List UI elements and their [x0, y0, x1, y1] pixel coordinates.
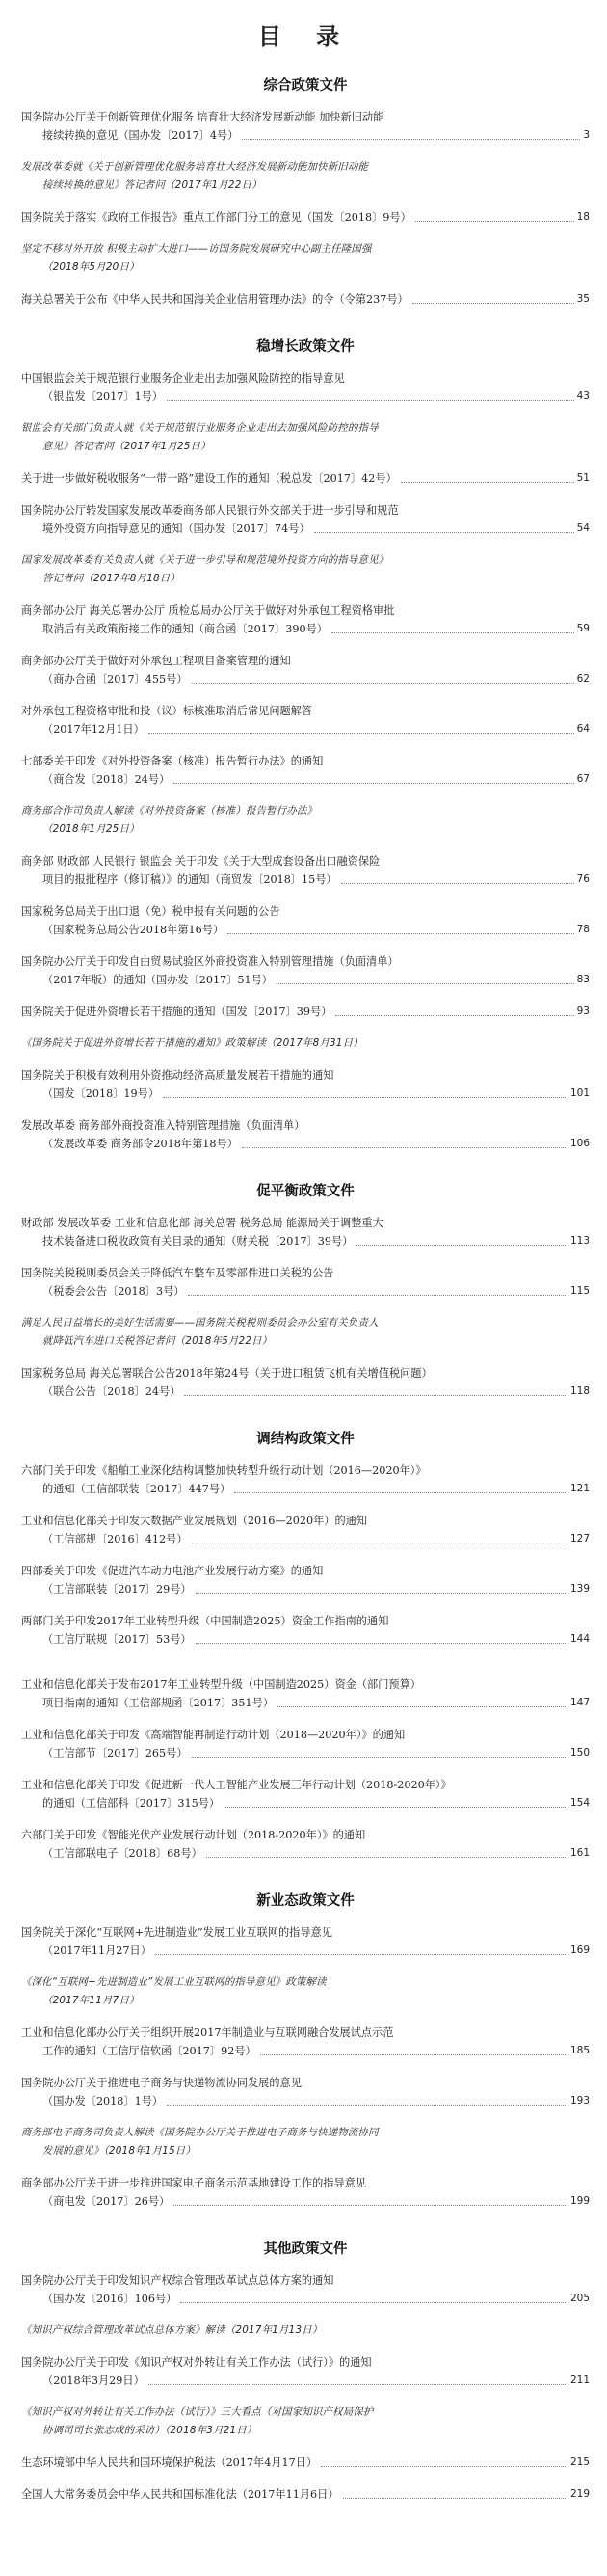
section-heading: 其他政策文件 [263, 2241, 348, 2257]
entry-last-row [21, 971, 590, 989]
section-heading: 新业态政策文件 [256, 1893, 355, 1909]
toc-entry[interactable] [21, 1923, 590, 1960]
entry-title-line: 就降低汽车进口关税答记者问（2018年5月22日） [42, 1335, 273, 1347]
page-number: 193 [569, 2095, 590, 2106]
entry-last-row [21, 2192, 590, 2211]
toc-entry[interactable] [21, 1973, 590, 2010]
entry-title-line: 发展改革委就《关于创新管理优化服务培育壮大经济发展新动能加快新旧动能 [21, 161, 369, 173]
toc-section [21, 1890, 590, 2238]
entry-title-line: 境外投资方向指导意见的通知（国办发〔2017〕74号） [42, 523, 310, 535]
section-gap [21, 322, 590, 335]
entry-title-line: 国家税务总局关于出口退（免）税申报有关问题的公告 [21, 905, 280, 918]
entry-last-row [21, 1942, 590, 1960]
dot-leader [227, 933, 573, 934]
toc-section [21, 2238, 590, 2531]
entry-last-row [21, 670, 590, 688]
toc-entry[interactable] [21, 2271, 590, 2308]
page-number: 67 [576, 773, 590, 785]
entry-title-line: 工业和信息化部关于印发《促进新一代人工智能产业发展三年行动计划（2018-2020年）》 [21, 1779, 452, 1791]
toc-entry[interactable] [21, 2321, 590, 2340]
page-number: 76 [576, 873, 590, 885]
page-number: 215 [569, 2456, 590, 2468]
toc-entry[interactable] [21, 551, 590, 588]
entry-title-line: （国办发〔2016〕106号） [42, 2293, 177, 2305]
dot-leader [234, 1492, 567, 1493]
entry-title-line: 国务院办公厅关于推进电子商务与快递物流协同发展的意见 [21, 2077, 302, 2089]
entry-title-line: （工信厅联规〔2017〕53号） [42, 1633, 192, 1646]
toc-entry[interactable] [21, 1364, 590, 1401]
entry-last-row [21, 388, 590, 406]
toc-entry[interactable] [21, 1314, 590, 1351]
entry-title-line: 商务部办公厅关于进一步推进国家电子商务示范基地建设工作的指导意见 [21, 2177, 367, 2189]
section-gap [21, 1876, 590, 1890]
entry-title-line: （工信部节〔2017〕265号） [42, 1747, 188, 1759]
toc-entry[interactable] [21, 369, 590, 406]
entry-title-line: 全国人大常务委员会中华人民共和国标准化法（2017年11月6日） [21, 2488, 339, 2501]
entry-title-line: （工信部联装〔2017〕29号） [42, 1583, 192, 1596]
page-number: 118 [569, 1385, 590, 1397]
entry-last-row [21, 2142, 590, 2160]
entry-title-line: 工作的通知（工信厅信软函〔2017〕92号） [42, 2045, 256, 2057]
entry-last-row [21, 1034, 590, 1053]
toc-entry[interactable] [21, 802, 590, 839]
entry-title-line: （工信部规〔2016〕412号） [42, 1533, 188, 1545]
toc-entry[interactable] [21, 1612, 590, 1649]
dot-leader [196, 1643, 567, 1644]
entry-last-row [21, 2454, 590, 2472]
page-number: 78 [576, 924, 590, 935]
entry-last-row [21, 2372, 590, 2390]
entry-title-line: 技术装备进口税收政策有关目录的通知（财关税〔2017〕39号） [42, 1235, 354, 1248]
entry-title-line: （商办合函〔2017〕455号） [42, 673, 188, 685]
section-gap [21, 1167, 590, 1180]
entry-last-row [21, 2485, 590, 2504]
toc-section [21, 74, 590, 335]
dot-leader [155, 1954, 567, 1955]
toc-entry[interactable] [21, 2074, 590, 2110]
entry-title-line: （国发〔2018〕19号） [42, 1087, 160, 1100]
entry-last-row [21, 1992, 590, 2010]
entry-last-row [21, 1844, 590, 1863]
section-gap [21, 2517, 590, 2531]
toc-entry[interactable] [21, 2454, 590, 2472]
page-number: 106 [569, 1138, 590, 1149]
page-number: 113 [569, 1235, 590, 1247]
entry-title-line: （2018年5月20日） [42, 261, 140, 273]
dot-leader [314, 532, 574, 533]
dot-leader [148, 2384, 567, 2385]
entry-last-row [21, 1382, 590, 1401]
dot-leader [260, 2054, 567, 2055]
entry-title-line: 国家发展改革委有关负责人就《关于进一步引导和规范境外投资方向的指导意见》 [21, 554, 389, 566]
toc-entry[interactable] [21, 2174, 590, 2211]
page-number: 115 [569, 1285, 590, 1297]
page-number: 54 [576, 523, 590, 534]
entry-title-line: （国家税务总局公告2018年第16号） [42, 924, 224, 936]
entry-title-line: 海关总署关于公布《中华人民共和国海关企业信用管理办法》的令（令第237号） [21, 293, 409, 306]
toc-entry[interactable] [21, 2403, 590, 2440]
entry-title-line: 七部委关于印发《对外投资备案（核准）报告暂行办法》的通知 [21, 755, 324, 767]
entry-title-line: 国务院办公厅关于印发自由贸易试验区外商投资准入特别管理措施（负面清单） [21, 955, 399, 968]
page-number: 147 [569, 1697, 590, 1708]
entry-title-line: 国务院关于落实《政府工作报告》重点工作部门分工的意见（国发〔2018〕9号） [21, 211, 411, 224]
page-number: 154 [569, 1797, 590, 1809]
dot-leader [412, 303, 574, 304]
toc-entry[interactable] [21, 1562, 590, 1598]
dot-leader [163, 1097, 567, 1098]
entry-last-row [21, 1744, 590, 1762]
toc-entry[interactable] [21, 953, 590, 989]
entry-title-line: 商务部电子商务司负责人解读《国务院办公厅关于推进电子商务与快递物流协同 [21, 2127, 379, 2138]
entry-title-line: 财政部 发展改革委 工业和信息化部 海关总署 税务总局 能源局关于调整重大 [21, 1217, 383, 1229]
entry-title-line: 商务部办公厅关于做好对外承包工程项目备案管理的通知 [21, 655, 291, 667]
toc-entry[interactable] [21, 652, 590, 688]
entry-title-line: 工业和信息化部办公厅关于组织开展2017年制造业与互联网融合发展试点示范 [21, 2026, 394, 2039]
toc-entry[interactable] [21, 108, 590, 145]
dot-leader [148, 733, 574, 734]
page-number: 185 [569, 2045, 590, 2056]
page-number: 121 [569, 1483, 590, 1494]
page-number: 59 [576, 623, 590, 634]
entry-title-line: （商合发〔2018〕24号） [42, 773, 171, 786]
entry-title-line: 接续转换的意见（国办发〔2017〕4号） [42, 129, 239, 142]
dot-leader [196, 1593, 567, 1594]
entry-title-line: 银监会有关部门负责人就《关于规范银行业服务企业走出去加强风险防控的指导 [21, 422, 379, 434]
entry-title-line: 《知识产权对外转让有关工作办法（试行）》三大看点（对国家知识产权局保护 [21, 2406, 374, 2418]
entry-title-line: （2017年11月27日） [42, 1945, 151, 1957]
entry-last-row [21, 1135, 590, 1153]
entry-last-row [21, 1085, 590, 1103]
toc-entry[interactable] [21, 1726, 590, 1762]
page-number: 64 [576, 723, 590, 735]
page-number: 101 [569, 1087, 590, 1099]
entry-title-line: 项目的报批程序（修订稿）》的通知（商贸发〔2018〕15号） [42, 873, 337, 886]
entry-last-row [21, 520, 590, 538]
dot-leader [206, 1857, 567, 1858]
section-heading: 稳增长政策文件 [256, 339, 355, 355]
toc-entry[interactable] [21, 1116, 590, 1153]
entry-title-line: （发展改革委 商务部令2018年第18号） [42, 1138, 238, 1150]
entry-title-line: 商务部办公厅 海关总署办公厅 质检总局办公厅关于做好对外承包工程资格审批 [21, 604, 395, 617]
toc-entry[interactable] [21, 852, 590, 889]
dot-leader [242, 139, 580, 140]
entry-title-line: （税委会公告〔2018〕3号） [42, 1285, 185, 1298]
entry-last-row [21, 176, 590, 195]
entry-title-line: 协调司司长张志成的采访）（2018年3月21日） [42, 2425, 257, 2436]
entry-last-row [21, 2042, 590, 2060]
entry-last-row [21, 720, 590, 738]
page-number: 169 [569, 1945, 590, 1956]
page-number: 93 [576, 1006, 590, 1017]
entry-title-line: （银监发〔2017〕1号） [42, 390, 164, 403]
page-number: 199 [569, 2195, 590, 2207]
toc-section [21, 1180, 590, 1428]
entry-title-line: （2017年版）的通知（国办发〔2017〕51号） [42, 974, 273, 986]
page-number: 18 [576, 211, 590, 223]
dot-leader [192, 683, 574, 684]
toc-entry[interactable] [21, 1512, 590, 1548]
entry-title-line: 工业和信息化部关于印发大数据产业发展规划（2016—2020年）的通知 [21, 1515, 368, 1527]
dot-leader [343, 2498, 567, 2499]
entry-last-row [21, 208, 590, 227]
entry-title-line: （2017年12月1日） [42, 723, 145, 736]
page-number: 83 [576, 974, 590, 985]
entry-title-line: 商务部 财政部 人民银行 银监会 关于印发《关于大型成套设备出口融资保险 [21, 855, 381, 868]
page-number: 3 [583, 129, 590, 141]
dot-leader [277, 1706, 567, 1707]
entry-last-row [21, 921, 590, 939]
toc-entry[interactable] [21, 1462, 590, 1498]
entry-title-line: （商电发〔2017〕26号） [42, 2195, 171, 2208]
entry-last-row [21, 1332, 590, 1351]
entry-title-line: 中国银监会关于规范银行业服务企业走出去加强风险防控的指导意见 [21, 372, 345, 385]
dot-leader [321, 2466, 567, 2467]
entry-title-line: 对外承包工程资格审批和投（议）标核准取消后常见问题解答 [21, 705, 313, 717]
toc-entry[interactable] [21, 1776, 590, 1812]
entry-title-line: 答记者问（2017年8月18日） [42, 573, 180, 584]
page-number: 62 [576, 673, 590, 684]
entry-title-line: （工信部联电子〔2018〕68号） [42, 1847, 202, 1860]
section-heading: 调结构政策文件 [256, 1432, 355, 1447]
entry-title-line: 国家税务总局 海关总署联合公告2018年第24号（关于进口租赁飞机有关增值税问题） [21, 1367, 433, 1380]
dot-leader [341, 883, 574, 884]
toc-entry[interactable] [21, 2353, 590, 2390]
toc-entry[interactable] [21, 2124, 590, 2160]
section-gap [21, 1414, 590, 1428]
entry-title-line: 四部委关于印发《促进汽车动力电池产业发展行动方案》的通知 [21, 1565, 324, 1577]
toc-entry[interactable] [21, 1003, 590, 1021]
entry-title-line: 国务院关税税则委员会关于降低汽车整车及零部件进口关税的公告 [21, 1267, 334, 1279]
entry-last-row [21, 2321, 590, 2340]
page-number: 139 [569, 1583, 590, 1595]
entry-title-line: 坚定不移对外开放 积极主动扩大进口——访国务院发展研究中心副主任隆国强 [21, 243, 372, 255]
entry-title-line: （国办发〔2018〕1号） [42, 2095, 164, 2107]
entry-last-row [21, 820, 590, 839]
entry-last-row [21, 1282, 590, 1301]
entry-last-row [21, 1794, 590, 1812]
toc-entry[interactable] [21, 290, 590, 309]
toc-body [21, 74, 590, 2531]
toc-entry[interactable] [21, 470, 590, 488]
entry-title-line: 国务院关于积极有效利用外资推动经济高质量发展若干措施的通知 [21, 1069, 334, 1082]
entry-last-row [21, 290, 590, 309]
dot-leader [173, 783, 573, 784]
page-number: 219 [569, 2488, 590, 2500]
entry-last-row [21, 1232, 590, 1250]
entry-title-line: 国务院办公厅关于印发知识产权综合管理改革试点总体方案的通知 [21, 2274, 334, 2287]
page-number: 51 [576, 472, 590, 484]
page-number: 144 [569, 1633, 590, 1645]
entry-title-line: 关于进一步做好税收服务“一带一路”建设工作的通知（税总发〔2017〕42号） [21, 472, 397, 485]
toc-section [21, 335, 590, 1180]
entry-last-row [21, 470, 590, 488]
dot-leader [184, 1395, 567, 1396]
spacer [21, 1662, 590, 1676]
entry-title-line: 《国务院关于促进外资增长若干措施的通知》政策解读（2017年8月31日） [21, 1037, 363, 1049]
page-number: 205 [569, 2293, 590, 2304]
entry-last-row [21, 1003, 590, 1021]
entry-last-row [21, 1530, 590, 1548]
page-number: 211 [569, 2375, 590, 2386]
toc-entry[interactable] [21, 208, 590, 227]
entry-last-row [21, 1480, 590, 1498]
entry-title-line: 发展改革委 商务部外商投资准入特别管理措施（负面清单） [21, 1119, 305, 1132]
toc-entry[interactable] [21, 2485, 590, 2504]
entry-title-line: 工业和信息化部关于印发《高端智能再制造行动计划（2018—2020年）》的通知 [21, 1729, 406, 1741]
page-number: 43 [576, 390, 590, 402]
entry-title-line: 国务院关于促进外资增长若干措施的通知（国发〔2017〕39号） [21, 1006, 332, 1018]
entry-title-line: 国务院办公厅转发国家发展改革委商务部人民银行外交部关于进一步引导和规范 [21, 504, 399, 517]
entry-title-line: （2017年11月7日） [42, 1995, 140, 2006]
entry-title-line: 国务院关于深化“互联网+先进制造业”发展工业互联网的指导意见 [21, 1926, 332, 1939]
entry-last-row [21, 2422, 590, 2440]
dot-leader [180, 2302, 567, 2303]
toc-entry[interactable] [21, 2024, 590, 2060]
dot-leader [335, 1015, 573, 1016]
toc-entry[interactable] [21, 1034, 590, 1053]
entry-title-line: 意见》答记者问（2017年1月25日） [42, 441, 211, 452]
entry-title-line: （2018年3月29日） [42, 2375, 145, 2387]
entry-title-line: 的通知（工信部联装〔2017〕447号） [42, 1483, 231, 1495]
page-number: 150 [569, 1747, 590, 1758]
toc-title: 目 录 [257, 23, 354, 50]
toc-entry[interactable] [21, 240, 590, 277]
toc-entry[interactable] [21, 158, 590, 195]
dot-leader [167, 2105, 567, 2106]
entry-title-line: 的通知（工信部科〔2017〕315号） [42, 1797, 221, 1810]
toc-entry[interactable] [21, 1214, 590, 1250]
toc-entry[interactable] [21, 602, 590, 638]
entry-last-row [21, 620, 590, 638]
toc-entry[interactable] [21, 1264, 590, 1301]
entry-title-line: 生态环境部中华人民共和国环境保护税法（2017年4月17日） [21, 2456, 318, 2469]
entry-last-row [21, 1694, 590, 1712]
entry-last-row [21, 438, 590, 456]
entry-title-line: 《深化“互联网+先进制造业”发展工业互联网的指导意见》政策解读 [21, 1976, 327, 1988]
entry-title-line: 项目指南的通知（工信部规函〔2017〕351号） [42, 1697, 275, 1709]
entry-title-line: 工业和信息化部关于发布2017年工业转型升级（中国制造2025）资金（部门预算） [21, 1678, 421, 1691]
entry-last-row [21, 258, 590, 277]
entry-title-line: 取消后有关政策衔接工作的通知（商合函〔2017〕390号） [42, 623, 328, 635]
entry-title-line: 发展的意见》（2018年1月15日） [42, 2145, 196, 2157]
entry-title-line: （2018年1月25日） [42, 823, 140, 835]
dot-leader [242, 1147, 567, 1148]
toc-entry[interactable] [21, 501, 590, 538]
entry-title-line: 满足人民日益增长的美好生活需要——国务院关税税则委员会办公室有关负责人 [21, 1317, 379, 1328]
toc-entry[interactable] [21, 1826, 590, 1863]
toc-section [21, 1428, 590, 1890]
entry-title-line: 商务部合作司负责人解读《对外投资备案（核准）报告暂行办法》 [21, 805, 318, 817]
page-number: 127 [569, 1533, 590, 1544]
toc-entry[interactable] [21, 419, 590, 456]
dot-leader [192, 1757, 567, 1758]
entry-last-row [21, 1630, 590, 1649]
dot-leader [173, 2205, 567, 2206]
dot-leader [415, 221, 574, 222]
entry-title-line: （联合公告〔2018〕24号） [42, 1385, 181, 1398]
entry-title-line: 国务院办公厅关于印发《知识产权对外转让有关工作办法（试行）》的通知 [21, 2356, 372, 2369]
entry-last-row [21, 2092, 590, 2110]
section-heading: 促平衡政策文件 [256, 1184, 355, 1199]
entry-title-line: 六部门关于印发《智能光伏产业发展行动计划（2018-2020年）》的通知 [21, 1829, 366, 1841]
toc-entry[interactable] [21, 752, 590, 789]
toc-entry[interactable] [21, 1676, 590, 1712]
dot-leader [224, 1807, 567, 1808]
section-gap [21, 2224, 590, 2238]
entry-title-line: 《知识产权综合管理改革试点总体方案》解读（2017年1月13日） [21, 2324, 323, 2336]
page-number: 161 [569, 1847, 590, 1859]
entry-title-line: 国务院办公厅关于创新管理优化服务 培育壮大经济发展新动能 加快新旧动能 [21, 111, 384, 123]
dot-leader [401, 482, 574, 483]
entry-title-line: 六部门关于印发《船舶工业深化结构调整加快转型升级行动计划（2016—2020年）》 [21, 1464, 427, 1477]
entry-last-row [21, 1580, 590, 1598]
entry-title-line: 接续转换的意见》答记者问（2017年1月22日） [42, 179, 262, 191]
entry-last-row [21, 2290, 590, 2308]
entry-last-row [21, 126, 590, 145]
section-heading: 综合政策文件 [263, 78, 348, 94]
page-number: 35 [576, 293, 590, 305]
entry-last-row [21, 770, 590, 789]
entry-last-row [21, 570, 590, 588]
dot-leader [356, 1245, 567, 1246]
dot-leader [277, 983, 574, 984]
dot-leader [331, 632, 574, 633]
toc-entry[interactable] [21, 702, 590, 738]
entry-last-row [21, 871, 590, 889]
entry-title-line: 两部门关于印发2017年工业转型升级（中国制造2025）资金工作指南的通知 [21, 1615, 389, 1627]
toc-entry[interactable] [21, 1066, 590, 1103]
dot-leader [167, 400, 574, 401]
dot-leader [188, 1295, 567, 1296]
toc-entry[interactable] [21, 902, 590, 939]
